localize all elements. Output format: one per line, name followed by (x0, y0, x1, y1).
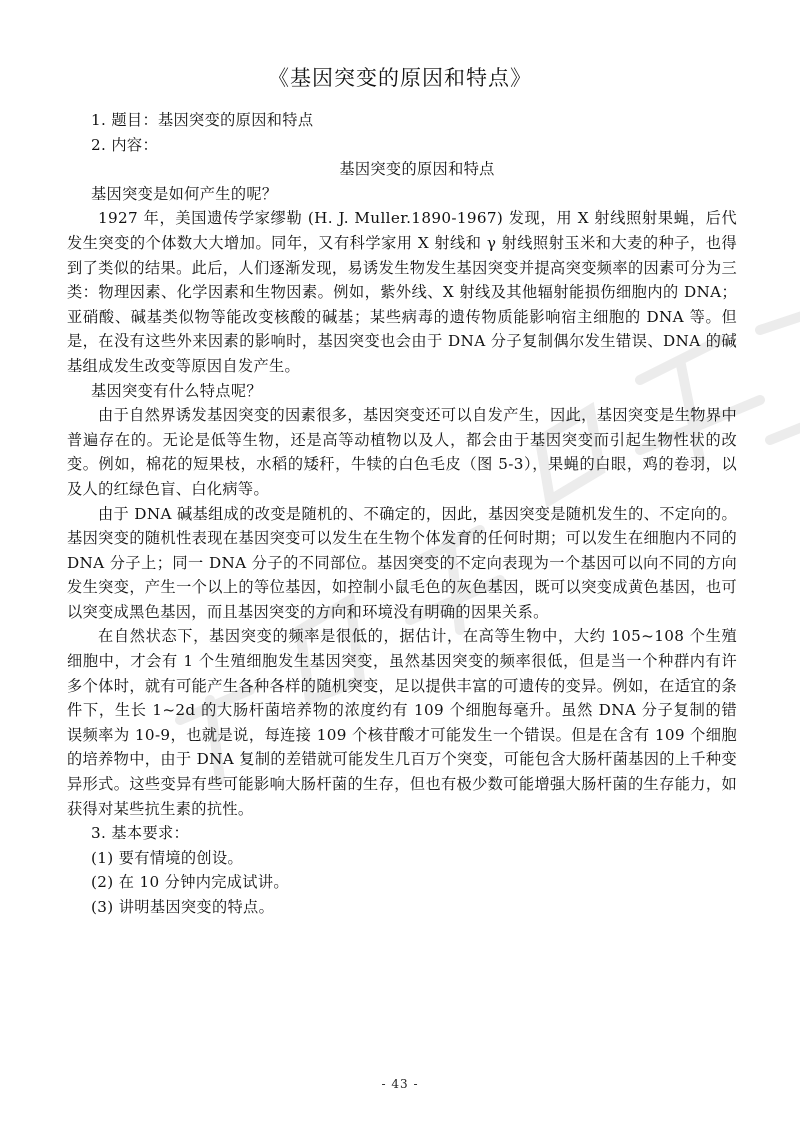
document-body (67, 108, 737, 920)
paragraph-2: 由于自然界诱发基因突变的因素很多，基因突变还可以自发产生，因此，基因突变是生物界中普遍存在的。无论是低等生物，还是高等动植物以及人，都会由于基因突变而引起生物性状的改变。例如，棉花的短果枝，水稻的矮秆，牛犊的白色毛皮（图 5-3），果蝇的白眼，鸡的卷羽，以及人的红绿色盲、白化病等。 (67, 406, 737, 498)
requirement-2: (2) 在 10 分钟内完成试讲。 (91, 873, 289, 892)
paragraph-4: 在自然状态下，基因突变的频率是很低的，据估计，在高等生物中，大约 105~108 个生殖细胞中，才会有 1 个生殖细胞发生基因突变，虽然基因突变的频率很低，但是当一个种群内有许多个体时，就有可能产生各种各样的随机突变，足以提供丰富的可遗传的变异。例如，在适宜的条件下，生长 1~2d 的大肠杆菌培养物的浓度约有 109 个细胞每毫升。虽然 DNA 分子复制的错误频率为 10-9，也就是说，每连接 109 个核苷酸才可能发生一个错误。但是在含有 109 个细胞的培养物中，由于 DNA 复制的差错就可能发生几百万个突变，可能包含大肠杆菌基因的上千种变异形式。这些变异有些可能影响大肠杆菌的生存，但也有极少数可能增强大肠杆菌的生存能力，如获得对某些抗生素的抗性。 (67, 627, 737, 818)
requirement-1: (1) 要有情境的创设。 (91, 848, 244, 867)
paragraph-3: 由于 DNA 碱基组成的改变是随机的、不确定的，因此，基因突变是随机发生的、不定向的。基因突变的随机性表现在基因突变可以发生在生物个体发育的任何时期；可以发生在细胞内不同的 DNA 分子上；同一 DNA 分子的不同部位。基因突变的不定向表现为一个基因可以向不同的方向发生突变，产生一个以上的等位基因，如控制小鼠毛色的灰色基因，既可以突变成黄色基因，也可以突变成黑色基因，而且基因突变的方向和环境没有明确的因果关系。 (67, 504, 737, 621)
item-content-label: 2. 内容： (91, 135, 158, 154)
page-number: - 43 - (381, 1077, 419, 1091)
question-1: 基因突变是如何产生的呢？ (91, 184, 278, 203)
question-2: 基因突变有什么特点呢？ (91, 381, 262, 400)
paragraph-1: 1927 年，美国遗传学家缪勒 (H. J. Muller.1890-1967) 发现，用 X 射线照射果蝇，后代发生突变的个体数大大增加。同年，又有科学家用 X 射线和 γ 射线照射玉米和大麦的种子，也得到了类似的结果。此后，人们逐渐发现，易诱发生物发生基因突变并提高突变频率的因素可分为三类：物理因素、化学因素和生物因素。例如，紫外线、X 射线及其他辐射能损伤细胞内的 DNA；亚硝酸、碱基类似物等能改变核酸的碱基；某些病毒的遗传物质能影响宿主细胞的 DNA 等。但是，在没有这些外来因素的影响时，基因突变也会由于 DNA 分子复制偶尔发生错误、DNA 的碱基组成发生改变等原因自发产生。 (67, 209, 737, 375)
content-title: 基因突变的原因和特点 (339, 160, 495, 179)
document-title: 《基因突变的原因和特点》 (268, 66, 532, 90)
item-topic: 1. 题目：基因突变的原因和特点 (91, 111, 314, 129)
item-requirements: 3. 基本要求： (91, 824, 190, 843)
requirement-3: (3) 讲明基因突变的特点。 (91, 898, 275, 916)
